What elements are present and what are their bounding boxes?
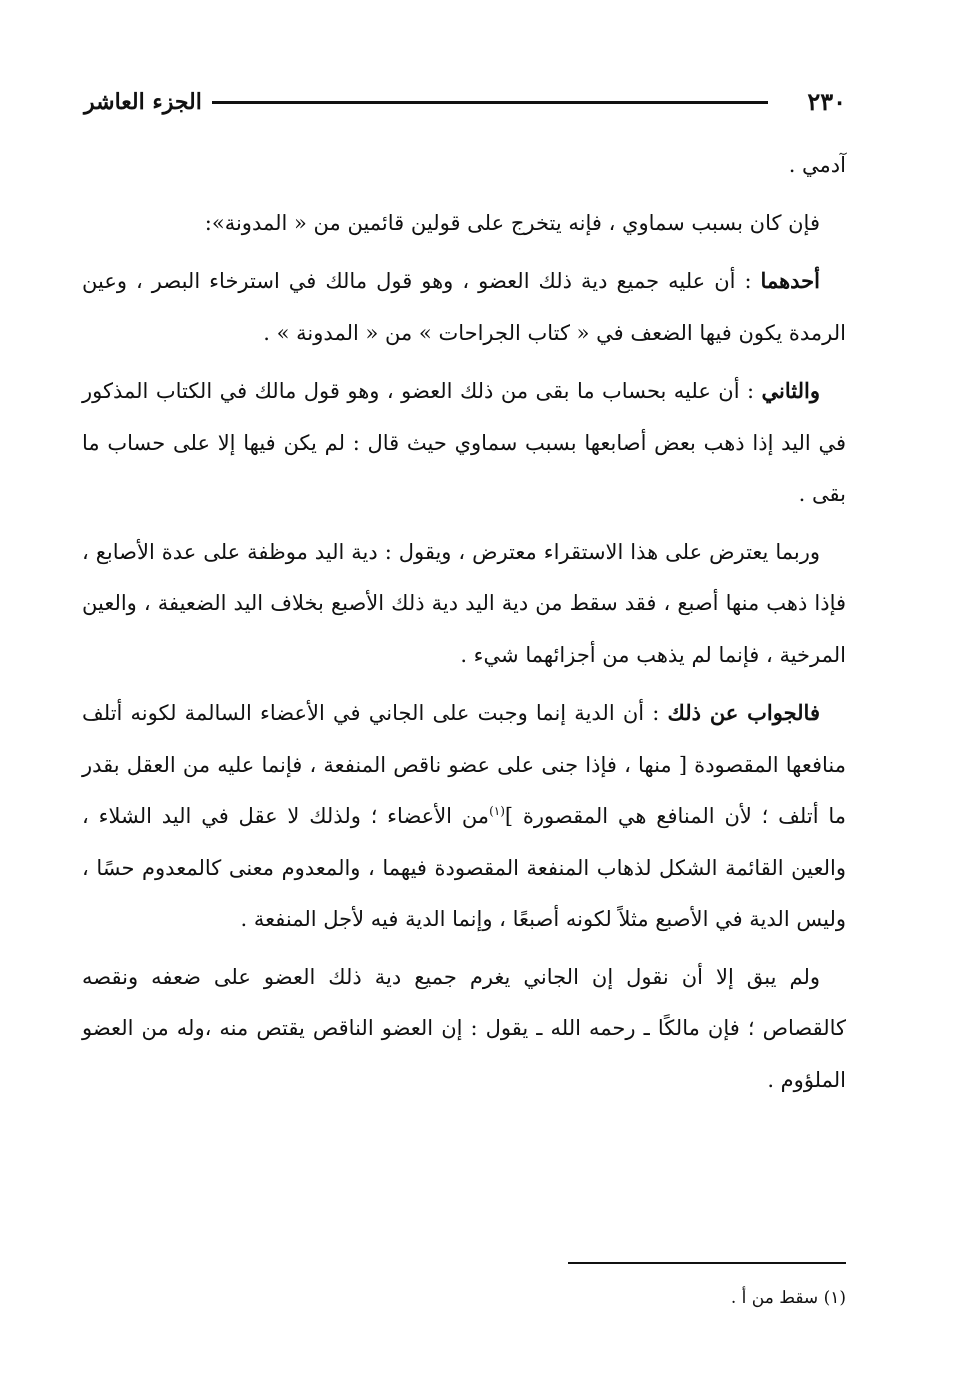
page-header (84, 84, 846, 120)
paragraph (82, 255, 846, 359)
paragraph-text: وربما يعترض على هذا الاستقراء معترض ، ويقول : دية اليد موظفة على عدة الأصابع ، فإذا ذهب منها أصبع ، فقد سقط من دية اليد دية ذلك الأصبع بخلاف اليد الضعيفة ، والعين المرخية ، فإنما لم يذهب من أجزائهما شيء . (82, 539, 847, 667)
paragraph-text: : أن الدية إنما وجبت على الجاني في الأعضاء السالمة لكونه أتلف منافعها المقصودة [ منها ، فإذا جنى على عضو ناقص المنفعة ، فإنما عليه من العقل بقدر ما أتلف ؛ لأن المنافع هي المقصورة ] (82, 701, 846, 828)
paragraph (82, 687, 846, 946)
paragraph (82, 527, 846, 682)
paragraph-text: من الأعضاء ؛ ولذلك لا عقل في اليد الشلاء ، والعين القائمة الشكل لذهاب المنفعة المقصودة فيهما ، والمعدوم معنى كالمعدوم حسًا ، وليس الدية في الأصبع مثلاً لكونه أصبعًا ، وإنما الدية فيه لأجل المنفعة . (82, 804, 846, 931)
paragraph (82, 140, 846, 192)
footnote-rule (568, 1262, 846, 1264)
paragraph (82, 198, 846, 250)
paragraph-text: ولم يبق إلا أن نقول إن الجاني يغرم جميع دية ذلك العضو على ضعفه ونقصه كالقصاص ؛ فإن مالكًا ـ رحمه الله ـ يقول : إن العضو الناقص يقتص منه ،وله من العضو الملؤوم . (82, 964, 846, 1092)
bold-term: والثاني (761, 378, 820, 403)
footnote-reference[interactable]: (١) (489, 804, 505, 818)
bold-term: فالجواب عن ذلك (667, 700, 820, 725)
bold-term: أحدهما (760, 268, 820, 293)
paragraph-text: فإن كان بسبب سماوي ، فإنه يتخرج على قولين قائمين من « المدونة»: (204, 210, 820, 235)
page-number: ٢٣٠ (807, 87, 846, 116)
footnote: (١) سقط من أ . (730, 1288, 846, 1308)
header-rule (212, 101, 768, 104)
paragraph-text: : أن عليه جميع دية ذلك العضو ، وهو قول مالك في استرخاء البصر ، وعين الرمدة يكون فيها الضعف في « كتاب الجراحات » من « المدونة » . (82, 269, 846, 345)
paragraph (82, 952, 846, 1107)
paragraph-text: : أن عليه بحساب ما بقى من ذلك العضو ، وهو قول مالك في الكتاب المذكور في اليد إذا ذهب بعض أصابعها بسبب سماوي حيث قال : لم يكن فيها إلا على حساب ما بقى . (82, 379, 846, 506)
body-text (82, 140, 846, 1106)
paragraph-text: آدمي . (788, 153, 846, 177)
running-head: الجزء العاشر (84, 89, 202, 115)
paragraph (82, 365, 846, 521)
